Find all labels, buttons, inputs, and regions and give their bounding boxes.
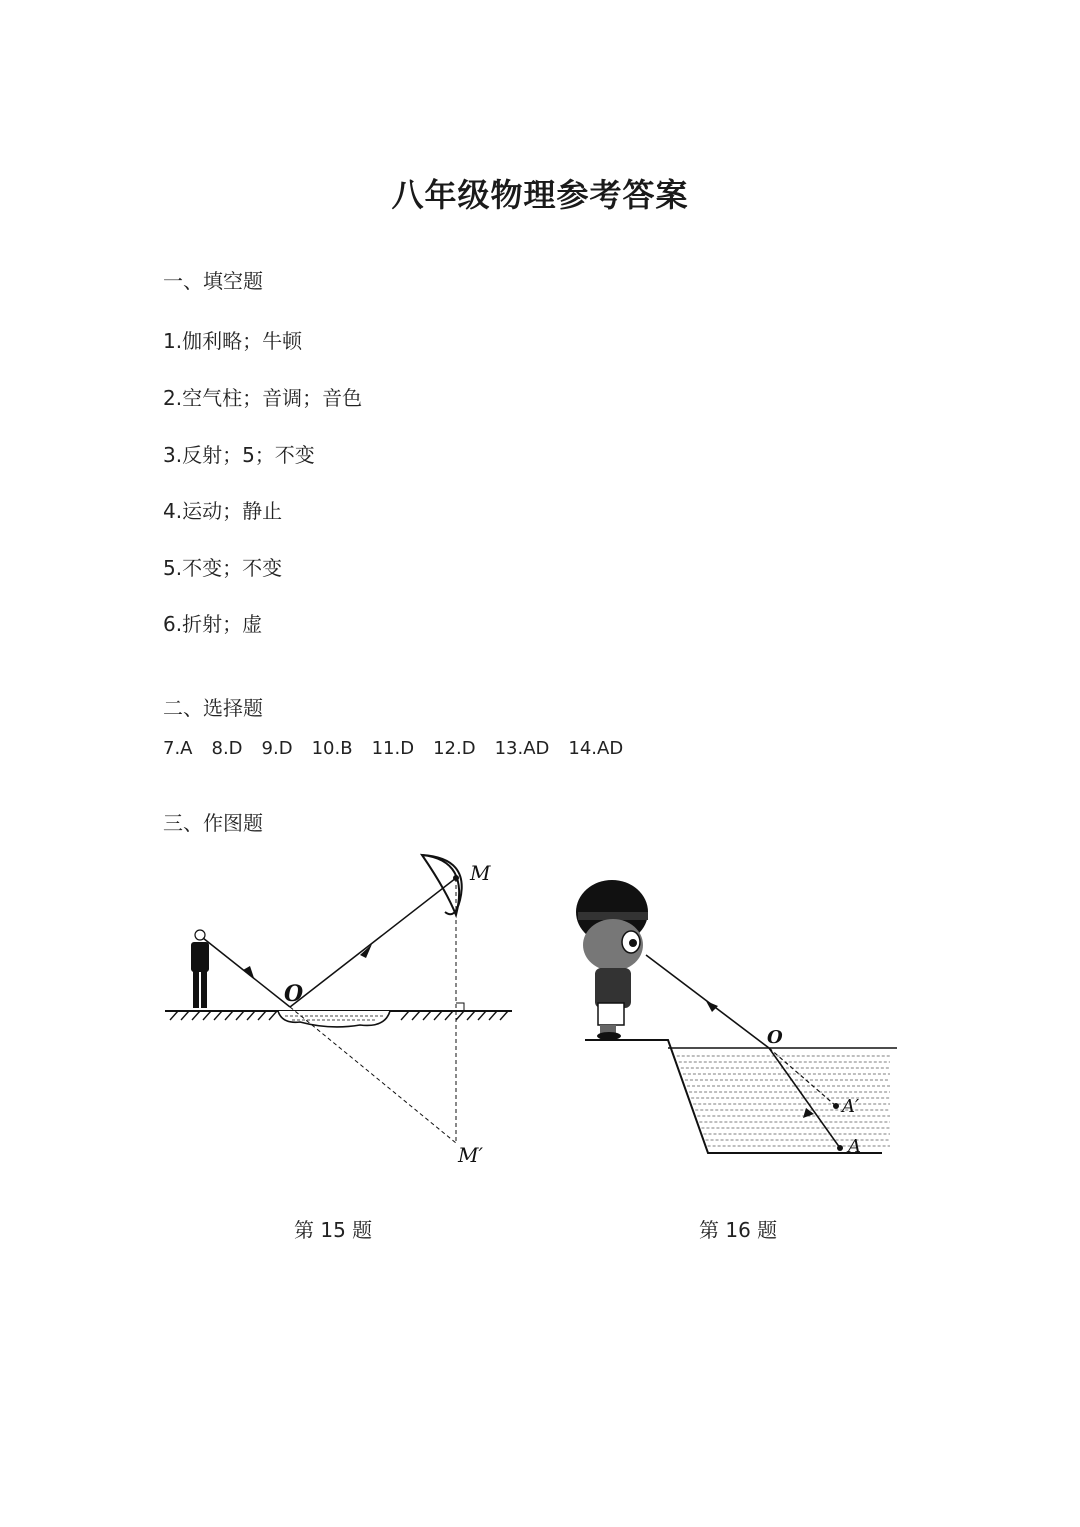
ground-hatch <box>236 1011 244 1020</box>
answer-1: 1.伽利略；牛顿 <box>163 329 303 353</box>
label-a-prime: A′ <box>842 1096 860 1117</box>
figure-15-caption: 第 15 题 <box>294 1218 373 1242</box>
section-heading-fill-blank: 一、填空题 <box>163 269 263 293</box>
label-o-16: O <box>767 1027 783 1048</box>
ground-hatch <box>456 1011 464 1020</box>
answer-2: 2.空气柱；音调；音色 <box>163 386 363 410</box>
answer-3: 3.反射；5；不变 <box>163 443 315 467</box>
label-m-prime: M′ <box>458 1143 484 1167</box>
ground-hatch <box>500 1011 508 1020</box>
label-a: A <box>848 1136 861 1157</box>
choice-answer: 9.D <box>261 738 293 759</box>
answer-4: 4.运动；静止 <box>163 499 283 523</box>
section-heading-multiple-choice: 二、选择题 <box>163 696 263 720</box>
ground-hatch <box>225 1011 233 1020</box>
figure-15-diagram <box>160 845 520 1175</box>
choice-answer: 12.D <box>433 738 476 759</box>
answer-6: 6.折射；虚 <box>163 612 263 636</box>
ground-hatch <box>434 1011 442 1020</box>
ground-hatch <box>423 1011 431 1020</box>
ground-hatch <box>269 1011 277 1020</box>
figure-16-caption: 第 16 题 <box>699 1218 778 1242</box>
ground-hatch <box>181 1011 189 1020</box>
figure-16-diagram <box>570 870 910 1170</box>
page-title: 八年级物理参考答案 <box>391 176 689 214</box>
ground-hatch <box>203 1011 211 1020</box>
ground-hatch <box>192 1011 200 1020</box>
ground-hatch <box>445 1011 453 1020</box>
ground-hatch <box>489 1011 497 1020</box>
answer-5: 5.不变；不变 <box>163 556 283 580</box>
label-m: M <box>470 861 491 885</box>
choice-answer: 8.D <box>211 738 243 759</box>
ground-hatch <box>401 1011 409 1020</box>
ground-hatch <box>412 1011 420 1020</box>
choice-answer: 14.AD <box>568 738 624 759</box>
choice-answer: 10.B <box>311 738 353 759</box>
ground-hatch <box>258 1011 266 1020</box>
ground-hatch <box>478 1011 486 1020</box>
label-o-15: O <box>284 981 304 1007</box>
ground-hatch <box>467 1011 475 1020</box>
choice-answers-row <box>163 738 642 764</box>
section-heading-drawing: 三、作图题 <box>163 811 263 835</box>
choice-answer: 13.AD <box>494 738 550 759</box>
ground-hatch <box>214 1011 222 1020</box>
choice-answer: 7.A <box>163 738 193 759</box>
choice-answer: 11.D <box>371 738 415 759</box>
ground-hatch <box>247 1011 255 1020</box>
ground-hatch <box>170 1011 178 1020</box>
